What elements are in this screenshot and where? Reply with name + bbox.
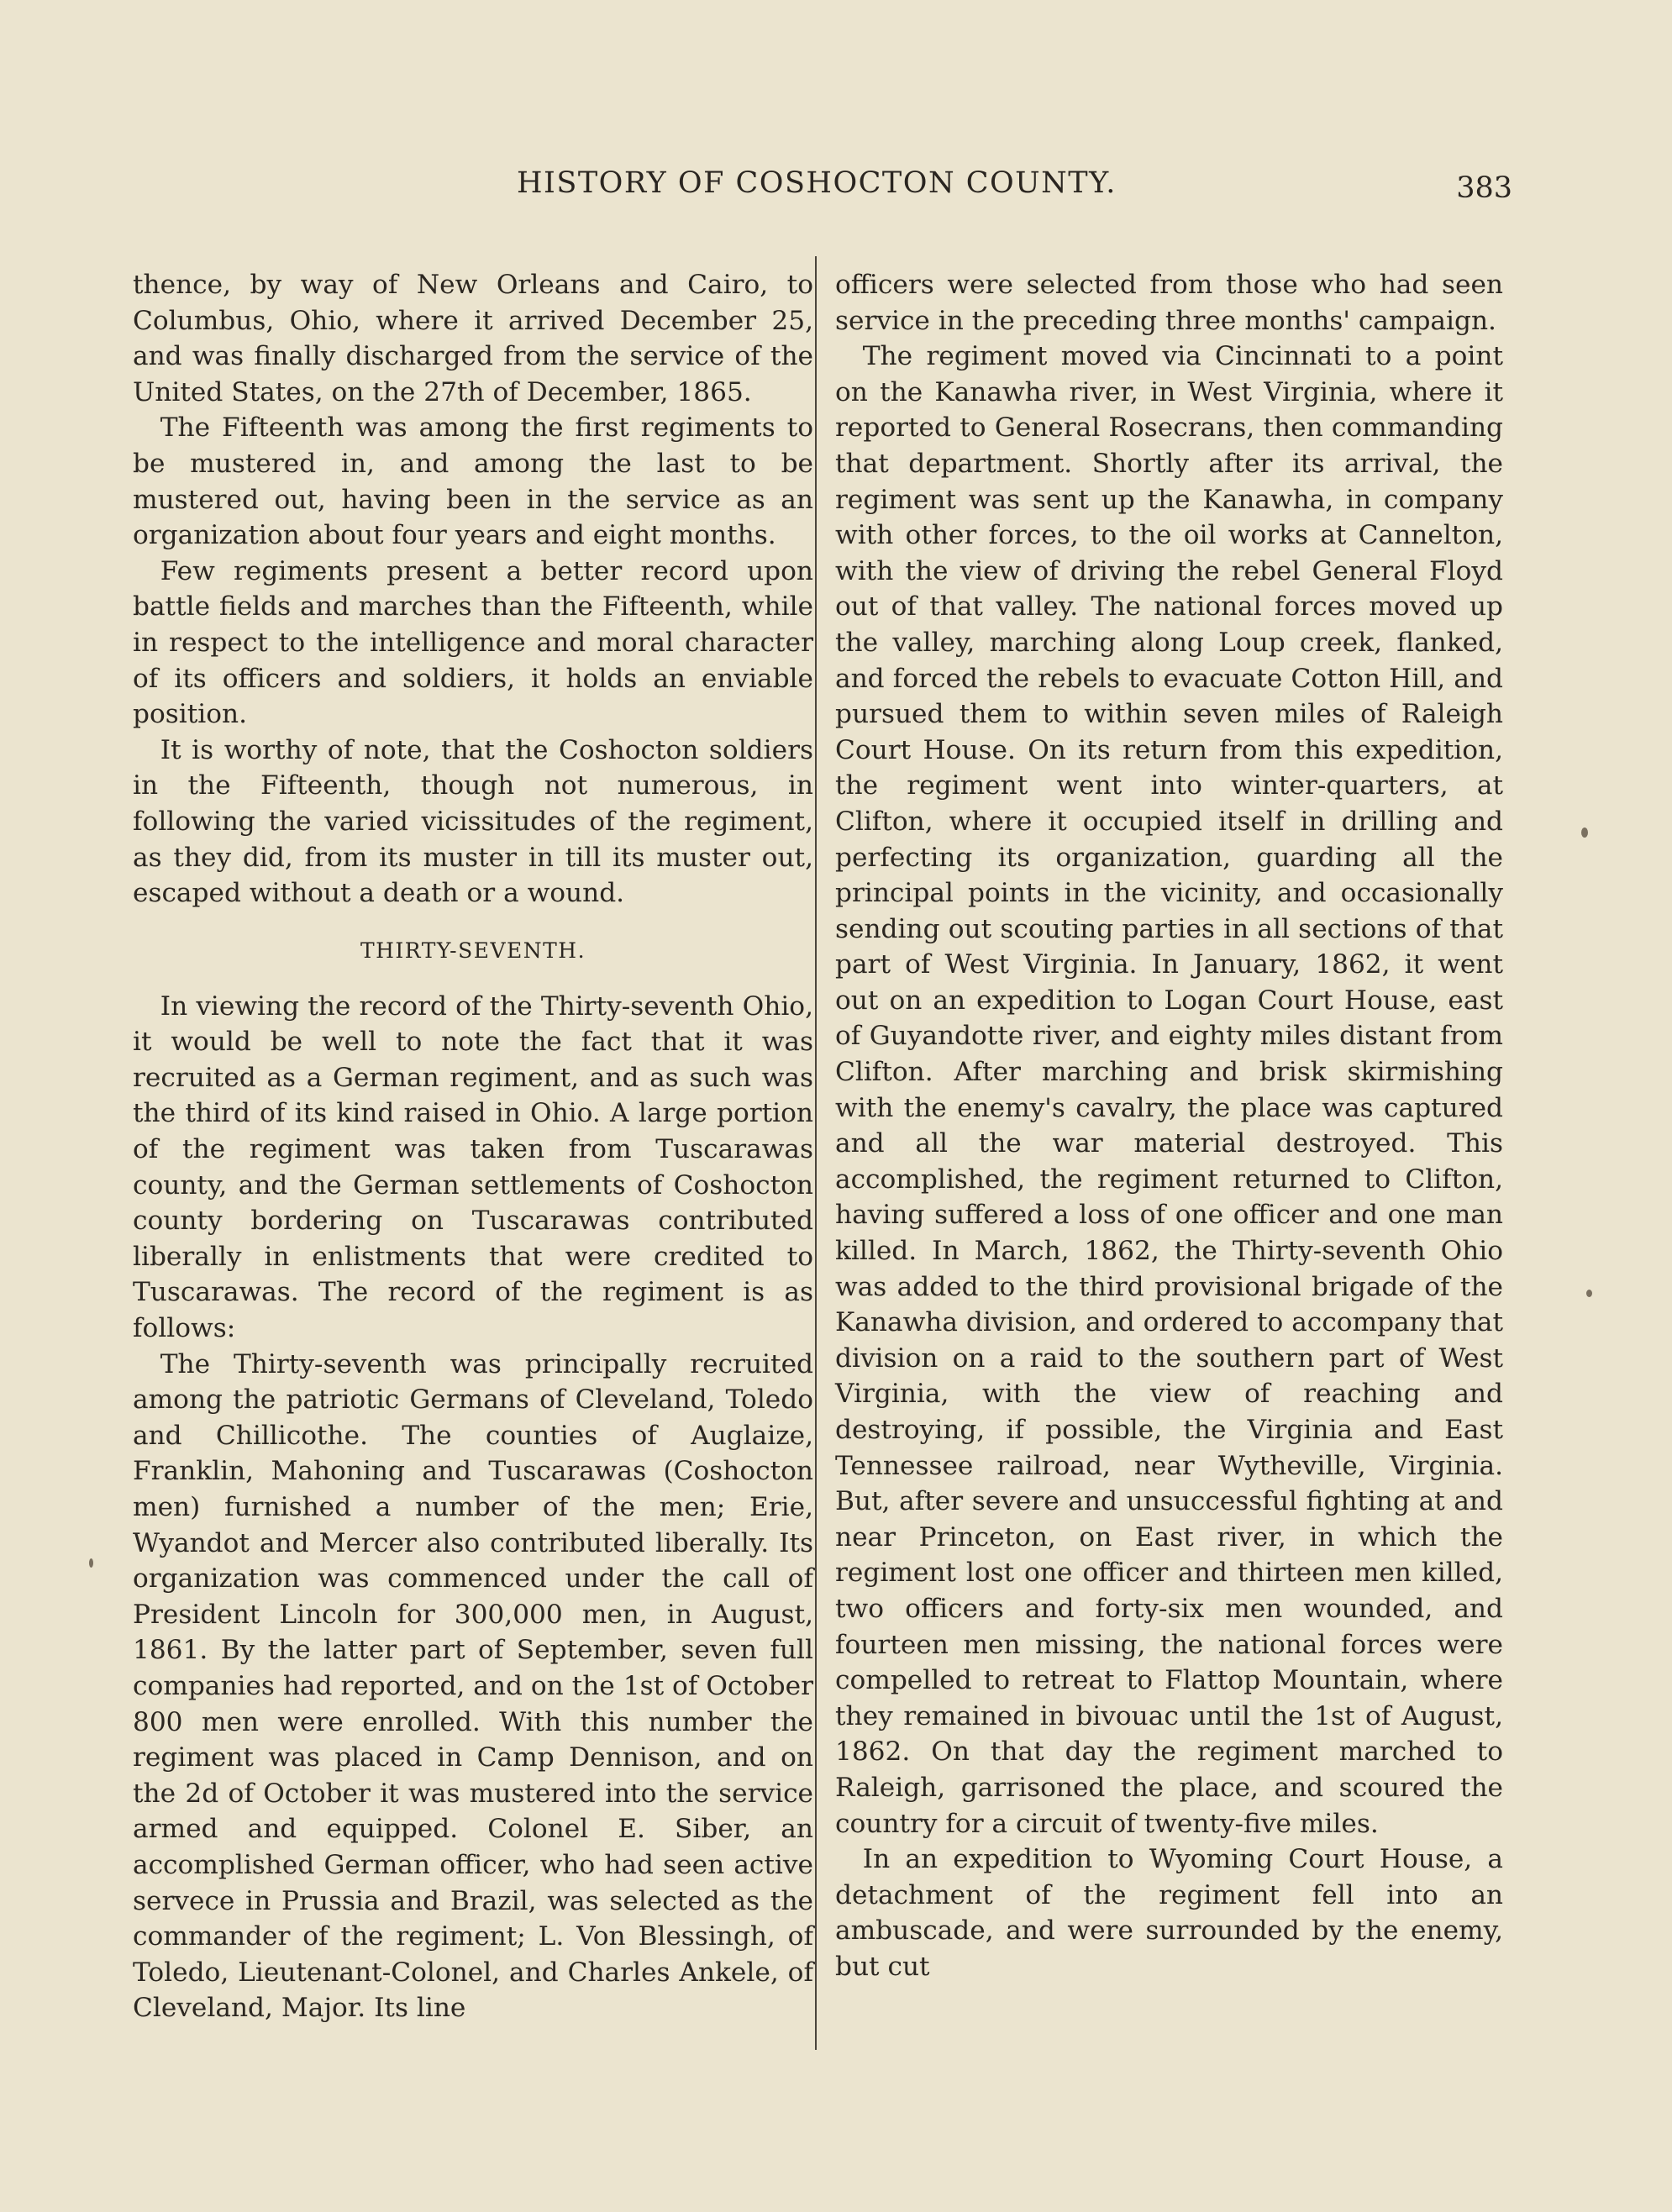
running-title: HISTORY OF COSHOCTON COUNTY. — [517, 166, 1117, 200]
paragraph: The Thirty-seventh was principally recruited among the patriotic Germans of Cleveland, Toledo and Chillicothe. The counties of Auglaize, Franklin, Mahoning and Tuscarawas (Coshocton men) furnished a number of the men; Erie, Wyandot and Mercer also contributed liberally. Its organization was commenced under the call of President Lincoln for 300,000 men, in August, 1861. By the latter part of September, seven full companies had reported, and on the 1st of October 800 men were enrolled. With this number the regiment was placed in Camp Dennison, and on the 2d of October it was mustered into the service armed and equipped. Colonel E. Siber, an accomplished German officer, who had seen active servece in Prussia and Brazil, was selected as the commander of the regiment; L. Von Blessingh, of Toledo, Lieutenant-Colonel, and Charles Ankele, of Cleveland, Major. Its line — [133, 1348, 813, 2024]
paper-speck — [1586, 1290, 1592, 1297]
right-column — [835, 267, 1503, 1985]
left-column — [133, 267, 813, 2026]
paragraph: Few regiments present a better record upon battle fields and marches than the Fifteenth, while in respect to the intelligence and moral character of its officers and soldiers, it holds an enviable position. — [133, 555, 813, 730]
paragraph: In an expedition to Wyoming Court House, a detachment of the regiment fell into an ambuscade, and were surrounded by the enemy, but cut — [835, 1844, 1503, 1982]
column-divider — [815, 256, 817, 2050]
paragraph: officers were selected from those who had seen service in the preceding three months' campaign. — [835, 270, 1503, 336]
paragraph: It is worthy of note, that the Coshocton soldiers in the Fifteenth, though not numerous, in following the varied vicissitudes of the regiment, as they did, from its muster in till its muster out, escaped without a death or a wound. — [133, 734, 813, 909]
paragraph: In viewing the record of the Thirty-seventh Ohio, it would be well to note the fact that it was recruited as a German regiment, and as such was the third of its kind raised in Ohio. A large portion of the regiment was taken from Tuscarawas county, and the German settlements of Coshocton county bordering on Tuscarawas contributed liberally in enlistments that were credited to Tuscarawas. The record of the regiment is as follows: — [133, 990, 813, 1344]
paper-speck — [89, 1558, 93, 1568]
page-header — [134, 166, 1512, 210]
paragraph: The regiment moved via Cincinnati to a point on the Kanawha river, in West Virginia, where it reported to General Rosecrans, then commanding that department. Shortly after its arrival, the regiment was sent up the Kanawha, in company with other forces, to the oil works at Cannelton, with the view of driving the rebel General Floyd out of that valley. The national forces moved up the valley, marching along Loup creek, flanked, and forced the rebels to evacuate Cotton Hill, and pursued them to within seven miles of Raleigh Court House. On its return from this expedition, the regiment went into winter-quarters, at Clifton, where it occupied itself in drilling and perfecting its organization, guarding all the principal points in the vicinity, and occasionally sending out scouting parties in all sections of that part of West Virginia. In January, 1862, it went out on an expedition to Logan Court House, east of Guyandotte river, and eighty miles distant from Clifton. After marching and brisk skirmishing with the enemy's cavalry, the place was captured and all the war material destroyed. This accomplished, the regiment returned to Clifton, having suffered a loss of one officer and one man killed. In March, 1862, the Thirty-seventh Ohio was added to the third provisional brigade of the Kanawha division, and ordered to accompany that division on a raid to the southern part of West Virginia, with the view of reaching and destroying, if possible, the Virginia and East Tennessee railroad, near Wytheville, Virginia. But, after severe and unsuccessful fighting at and near Princeton, on East river, in which the regiment lost one officer and thirteen men killed, two officers and forty-six men wounded, and fourteen men missing, the national forces were compelled to retreat to Flattop Mountain, where they remained in bivouac until the 1st of August, 1862. On that day the regiment marched to Raleigh, garrisoned the place, and scoured the country for a circuit of twenty-five miles. — [835, 341, 1503, 1839]
paper-speck — [1581, 828, 1588, 838]
paragraph: The Fifteenth was among the first regiments to be mustered in, and among the last to be mustered out, having been in the service as an organization about four years and eight months. — [133, 412, 813, 551]
page-number: 383 — [1456, 171, 1512, 205]
paragraph: thence, by way of New Orleans and Cairo, to Columbus, Ohio, where it arrived December 25, and was finally discharged from the service of the United States, on the 27th of December, 1865. — [133, 270, 813, 407]
section-heading: THIRTY-SEVENTH. — [360, 938, 586, 963]
